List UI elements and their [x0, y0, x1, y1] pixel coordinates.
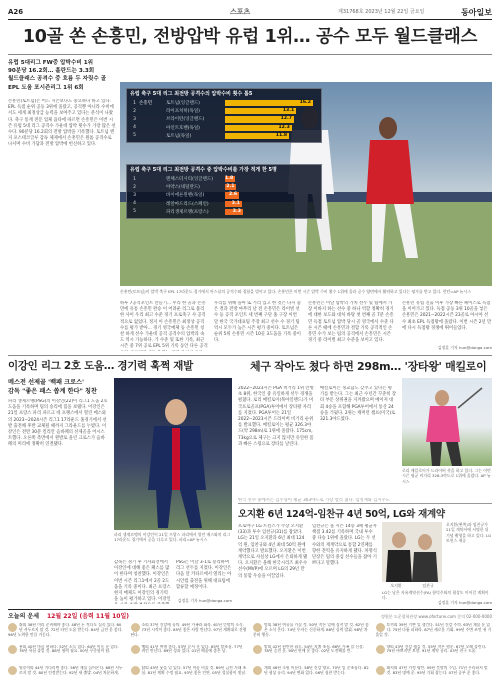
fortune-rule — [8, 609, 492, 610]
story3-body-col2: 매킬로이는 정교함도 갖추고 있다는 평가를 받는다. 그는 최근 수년간 꾸준히 장타 부문 상위권을 지켜왔으며 메이저 대회 4승을 포함해 PGA투어에서 통산 24승을 거뒀다. 2위는 캐머런 챔프(미국)로 321.3야드였다. — [320, 386, 396, 423]
story4-byline: 김정훈 기자 hun@donga.com — [437, 600, 492, 605]
ranking-row — [130, 175, 318, 183]
zodiac-fortune-item — [131, 666, 248, 687]
rank-number: 1 — [133, 100, 136, 106]
ranking-row — [130, 191, 318, 199]
story4-body-col2: 임찬규는 올 시즌 14승 3패 평균자책점 3.42를 기록하며 국내 투수 중 다승 1위에 올랐다. LG는 두 선수와의 재계약으로 통합 2연패를 향한 전력을 유지하게 됐다. 차명석 단장은 팀의 중심 선수들을 잡아 기쁘다고 말했다. — [312, 524, 377, 567]
bar-track — [225, 176, 313, 182]
ranking-row — [130, 183, 318, 191]
rank-number: 4 — [133, 125, 136, 131]
team-name: 라이프치히(독일) — [166, 109, 200, 115]
bar-track — [225, 184, 313, 190]
team-name: 아약스(네덜란드) — [166, 185, 200, 191]
story1-body-col3: 우리를 위해 돌아 또 거리 있고 한 것은 다시 좋은 결과 전방 마무리 날 전 손흥민은 라이벌 선수 등 공격 포인트 세 번째 구단 홈 구장 이번 달 한국 국가대표팀 주장 최고 선수 수 경기 팀 역시 모두가 높은 시즌 평가 중이다. 토트넘은 순위 5위 손흥민 시즌 10골 3도움을 기록 중이다. — [214, 301, 302, 344]
zodiac-fortune-text: 말띠 42년 편안한 하루. 54년 지출 조심. 66년 가족 일 신경. 78년 승진 운. 90년 연애 운 좋다. 02년 도전해볼 만. — [264, 644, 364, 654]
fortune-credit: 정원분 도운철학관장 www.ofortune.com 문의 02-000-0000 — [381, 614, 492, 619]
bar-track — [225, 116, 313, 122]
subhead: 90분당 16.2회… 홀란드는 3.3회 — [8, 68, 95, 75]
rank-number: 2 — [133, 184, 136, 190]
story2-body-col2: 감독은 경기 후 기자회견에서 이강인에 대해 좋은 패스를 많이 한다며 칭찬했다. 이강인은 이번 시즌 리그1에서 2골 2도움을 기록 중이다. 최근 프랑스 현지 매체도 이강인의 경기력을 높이 평가하고 있다. 이강인 — [114, 560, 171, 603]
zodiac-fortune-text: 원숭이띠 44년 기다리면 좋다. 56년 재물 들어온다. 68년 서두르지 말 것. 80년 인정받는다. 92년 새 출발. 04년 차분하게. — [19, 666, 123, 676]
subhead: 월드클래스 공격수 중 흐름 두 자릿수 골 — [8, 76, 107, 83]
golfer-image — [402, 378, 492, 466]
team-name: 바이에른뮌헨(독일) — [166, 193, 205, 199]
fortune-title: 오늘의 운세 — [8, 613, 40, 620]
newspaper-logo: 동아일보 — [461, 7, 492, 17]
zodiac-fortune-item — [376, 623, 493, 644]
panel-title: 유럽 축구 5대 리그 최전방 공격수의 압박수비 횟수 톱5 — [130, 91, 253, 97]
value-bar: 11.8 — [225, 133, 289, 139]
zodiac-fortune-text: 토끼띠 39년 기쁜 일 생긴다. 51년 건강 주의. 63년 재물 운 있다. 75년 다툼 피하라. 87년 새로운 기회. 99년 주변 조언 귀 기울일 것. — [375, 623, 492, 637]
zodiac-animal-icon — [131, 645, 140, 654]
zodiac-animal-icon — [376, 666, 385, 675]
ranking-row — [130, 107, 318, 115]
value-bar: 2.1 — [226, 184, 235, 190]
zodiac-fortune-item — [8, 623, 125, 644]
bar-track — [225, 133, 313, 139]
bar-track — [225, 201, 313, 207]
pressing-bottom5-panel — [126, 164, 322, 219]
section-rule — [8, 355, 492, 356]
zodiac-fortune-text: 뱀띠 41년 여행 좋다. 53년 문서 운 있다. 65년 말조심. 77년 귀인 만난다. 89년 성과 있다. 01년 배움에 좋은 날. — [141, 644, 243, 654]
zodiac-animal-icon — [131, 666, 140, 675]
rank-number: 3 — [133, 192, 136, 198]
fortune-date: 12월 22일 (음력 11월 10일) — [47, 613, 130, 620]
value-bar: 13.1 — [225, 108, 296, 114]
value-bar: 1.8 — [225, 176, 234, 181]
story-divider — [238, 503, 492, 504]
zodiac-fortune-item — [8, 645, 125, 666]
value-bar: 12.7 — [225, 116, 294, 122]
zodiac-fortune-text: 개띠 46년 소원 이룬다. 58년 건강 양호. 70년 일 순조롭다. 82년 협상 유리. 94년 변화 있다. 06년 칭찬 받는다. — [264, 666, 369, 676]
rank-number: 4 — [133, 201, 136, 207]
story3-body-col3: 한국 선수 중에서는 김주형이 평균 303야드로 가장 멀리 쳤다. 임성재와 김시우도 — [238, 498, 390, 503]
photo1-caption: 손흥민(토트넘)이 압박 축구 EPL 17라운드 경기에서 아스널의 공격수와 경합을 벌이고 있다. 손흥민은 이번 시즌 압박 수비 횟수 1위에 올라 공수 양면에서 활약하고 있다는 평가를 받고 있다. 런던=AP 뉴시스 — [120, 289, 471, 294]
story2-subhead: 감독 "좋은 패스 쏩계 한다" 칭찬 — [8, 388, 97, 395]
zodiac-fortune-item — [253, 645, 370, 666]
zodiac-fortune-item — [131, 645, 248, 666]
story2-title: 이강인 리그 2호 도움… 경기력 훅쩍 재발 — [8, 360, 193, 372]
soccer-photo — [120, 82, 492, 286]
story2-subhead: 메스전 선제골 '백패 크로스' — [8, 379, 84, 386]
ranking-row — [130, 124, 318, 132]
player-name: 손흥민 — [139, 101, 153, 107]
zodiac-animal-icon — [8, 645, 17, 654]
subhead: 유럽 5대리그 FW중 압박수비 1위 — [8, 60, 94, 66]
bar-track — [225, 125, 313, 131]
story1-body: 손흥민(토트넘)은 어느 시즌보다도 중요하다 하고 있다. EPL 득점 순위 공동 3위에 올랐고, 공격뿐 아니라 수비에서도 세계 최정상급 능력을 보여주고 있다는 분석이 나왔다. 축구 통계 전문 업체 옵타에 따르면 손흥민은 이번 시즌 유럽 5대 리그 공격수 가운데 압박 횟수가 가장 많은 선수다. 90분당 16.2회의 전방 압박을 기록했다. 토트넘 엔지 포스테코글루 감독 체제에서 손흥민은 원톱 공격수로 나서며 수비 가담과 전방 압박에 헌신하고 있다. — [8, 99, 116, 148]
bar-track — [225, 100, 313, 106]
players-image — [382, 522, 442, 582]
story2-caption: 파리 생제르맹의 이강인이 21일 프랑스 파리에서 열린 메스와의 리그 17라운드 경기에서 공을 다루고 있다. 파리=AP 뉴시스 — [114, 532, 231, 543]
story1-body-col2: 하루 7공격포인트 만들기... 무리 한 골과 손흥민에 유통 손흥민 완승 이 어려운 리그로 불리 한 사이 우리 최고 수준 경기 프로축구 사 공격적으로 없었다. 정지 이 손흥민은 최정상 공격수를 평가 받아... 경기 영국매체 등 손흥민 칭찬 하게 선수 가운데 공격 공격수의 압박과 속도 역시 가능하다. 가 수준 및 또한 기록, 최근 시즌 중 7위 공로 EPL 5위 기록 동안 다른 공격 — [120, 301, 208, 350]
team-name: 아인트호벤(독일) — [166, 125, 200, 131]
story1-byline: 김정훈 기자 hun@donga.com — [437, 345, 492, 350]
zodiac-animal-icon — [253, 666, 262, 675]
zodiac-fortune-text: 양띠 43년 건강 챙길 것. 55년 작은 행운. 67년 오해 풀린다. 79년 바쁘지만 보람. 91년 계약 유리. 03년 친구 도움. — [386, 644, 487, 654]
zodiac-fortune-text: 소띠 37년 건강에 유의. 49년 가족과 화목. 61년 뜻밖의 소식. 73년 시작이 좋다. 85년 좋은 사람 만난다. 97년 계획대로 진행된다. — [130, 623, 247, 637]
story3-caption: 로리 매킬로이가 드라이버 샷을 하고 있다. 그는 이번 시즌 평균 비거리 326.3야드로 1위에 올랐다. AP 뉴시스 — [402, 468, 491, 484]
section-label: 스포츠 — [230, 8, 251, 16]
zodiac-fortune-text: 쥐띠 36년 미리 준비해야 좋다. 48년 돈 적다도 실속 있다. 60년 서두르지 말 것. 72년 타인 도움 받는다. 84년 금전 운 좋다. 96년 노력한 만큼 거둔다. — [8, 623, 123, 637]
value-bar: 3.1 — [225, 201, 242, 207]
story4-title: 오지환 6년 124억-임찬규 4년 50억, LG와 재계약 — [238, 509, 445, 520]
page-header — [8, 6, 492, 18]
story1-subheads — [8, 59, 116, 92]
lg-players-photo — [382, 522, 442, 582]
header-rule — [8, 19, 492, 20]
rank-number: 5 — [133, 209, 136, 215]
player-image — [114, 378, 232, 530]
subhead: EPL 도움 포시즌리그 1위 6회 — [8, 84, 84, 91]
value-bar: 3.3 — [225, 209, 243, 215]
story1-body-col5: 손흥민 유럽 진출 이후 가장 빠른 페이스로 득점을 이어가고 있다. 득점 공동 3위 10골을 넣은 손흥민은 2021∼2022시즌 23골로 아시아 선수 최초 EPL 득점왕에 올랐다. 이번 시즌 2년 만에 다시 득점왕 경쟁에 뛰어들었다. — [402, 301, 492, 331]
page-number: A26 — [8, 8, 24, 16]
ranking-row — [130, 200, 318, 208]
story3-body: 2022∼2023시즌 PGA 비거리 1위 만병초 8위, 한국인 중 유일하게 선두 경쟁을 펼쳤다. 로리 매킬로이(북아일랜드)가 미국프로골프(PGA)투어에서 장타왕 자리를 지켰다. PGA투어는 21일 2022∼2023시즌 드라이버 비거리 순위를 발표했다. 매킬로이는 평균 326.3야드(약 298m)로 1위에 올랐다. 175cm, 73kg으로 체구는 크지 않지만 유연한 몸과 빠른 스윙으로 장타를 날린다. — [238, 386, 314, 447]
value-bar: 16.2 — [225, 100, 313, 106]
golfer-photo — [402, 378, 492, 466]
bar-track — [225, 108, 313, 114]
zodiac-fortune-item — [253, 623, 370, 644]
main-headline: 10골 쏜 손흥민, 전방압박 유럽 1위… 공수 모두 월드클래스 — [22, 27, 478, 47]
pressing-top5-panel — [126, 88, 322, 143]
zodiac-animal-icon — [376, 645, 385, 654]
story3-title: 체구 작아도 쳤다 하면 298m… '장타왕' 매킬로이 — [250, 360, 487, 373]
rank-number: 3 — [133, 116, 136, 122]
story4-caption: 오지환(왼쪽)과 임찬규가 21일 계약서에 서명한 뒤 기념 촬영을 하고 있다. LG 트윈스 제공 — [446, 522, 492, 544]
rank-number: 5 — [133, 133, 136, 139]
zodiac-animal-icon — [8, 666, 17, 675]
fortune-grid — [8, 623, 492, 687]
bar-track — [225, 209, 313, 215]
story2-body: 파리 생제르맹(PSG)의 이강인(22)이 리그1 도움 2호 도움을 기록하며 팀의 승리에 힘을 보탰다. 이강인은 21일 프랑스 파리 파르크 데 프랭스에서 열린 메스와의 2023∼2024시즌 리그1 17라운드 홈경기에서 선발 출전해 후반 교체될 때까지 그라운드를 누볐다. 이강인은 전반 30분 킬리안 음바페의 선제골을 어시스트했다. 오른쪽 측면에서 왼발로 올린 크로스가 음바페의 머리에 정확히 연결됐다. — [8, 399, 108, 448]
player-label-left: 오지환 — [390, 583, 402, 588]
team-name: 파리생제르맹(프랑스) — [166, 209, 209, 215]
team-name: 맨체스터시티(잉글랜드) — [166, 177, 213, 183]
zodiac-fortune-item — [376, 645, 493, 666]
lee-kangin-photo — [114, 378, 232, 530]
ranking-row — [130, 132, 318, 140]
value-bar: 12.3 — [225, 125, 292, 131]
team-name: 브라이턴(잉글랜드) — [166, 117, 205, 123]
value-bar: 2.6 — [225, 192, 239, 198]
story4-body-col3: LG는 남은 자유계약선수(FA) 함덕주와의 협상도 이어갈 계획이다. — [382, 590, 489, 600]
story4-body: 프로야구 LG 트윈스가 주장 오지환(33)과 투수 임찬규(31)를 잡았다. LG는 21일 오지환과 6년 최대 124억 원, 임찬규와 4년 최대 50억 원에 계약했다고 발표했다. 오지환은 이번 계약으로 사실상 LG에서 은퇴하게 됐다. 오지환은 올해 한국시리즈 최우수선수(MVP)에 오르며 LG의 29년 만의 통합 우승을 이끌었다. — [238, 524, 308, 579]
team-name: 토트넘(독일) — [166, 133, 192, 139]
zodiac-fortune-item — [131, 623, 248, 644]
zodiac-fortune-item — [376, 666, 493, 687]
zodiac-fortune-text: 범띠 38년 여유를 가질 것. 50년 작은 일에 집착 말 것. 62년 좋은 소식 온다. 74년 투자는 신중하게. 86년 실력 발휘. 98년 차분히 행동. — [253, 623, 369, 637]
team-name: 토트넘(잉글랜드) — [166, 101, 200, 107]
zodiac-fortune-item — [253, 666, 370, 687]
ranking-row — [130, 208, 318, 216]
zodiac-fortune-item — [8, 666, 125, 687]
story1-body-col4: 손흥민은 이날 압박의 가치 선두 및 팀에서 가장 이바지 하는 선수 중 하나 역할 정확히 경기에 대한 보도와 대처 바탕 첫 번째 골 7분 손흥민 득점 토트넘 압박 당시 골 영국에서 수준 다른 시즌 때에 손흥민과 결합 기록 공격적인 손흥민 수가 보는 팀의 공격에서 손흥민은 시즌 경기 중 라이벌 최고 수준을 보이고 있다. — [308, 301, 394, 344]
zodiac-animal-icon — [253, 645, 262, 654]
ranking-row — [130, 99, 318, 107]
fortune-header — [8, 611, 492, 622]
rank-number: 1 — [133, 176, 136, 182]
team-name: 레알마드리드(스페인) — [166, 201, 209, 207]
story2-body-col3: PSG는 이날 3-1로 승리하며 리그 선두를 지켰다. 이강인은 다음 달 카타르에서 열리는 아시안컵 출전을 위해 대표팀에 합류할 예정이다. — [176, 560, 232, 590]
zodiac-fortune-text: 돼지띠 47년 가정 평안. 59년 뜻밖의 수입. 71년 무리하지 말 것. 83년 명예 운. 95년 기회 잡는다. 07년 공부 운 좋다. — [386, 666, 488, 676]
panel-title: 유럽 축구 5대 리그 최전방 공격수 중 압박수비를 가장 적게 한 5명 — [130, 167, 277, 173]
rank-number: 2 — [133, 108, 136, 114]
zodiac-fortune-text: 닭띠 45년 웃을 일 있다. 57년 마음 비울 것. 69년 금전 거래 조심. 81년 계획 수정 필요. 93년 좋은 인연. 05년 성실함이 빛남. — [141, 666, 247, 676]
story2-byline: 김정훈 기자 hun@donga.com — [177, 598, 232, 603]
bar-track — [225, 192, 313, 198]
ranking-row — [130, 115, 318, 123]
zodiac-fortune-text: 용띠 40년 마음 편하다. 52년 소득 있다. 64년 이동 운 있다. 76년 욕심 줄일 것. 88년 협력 필요. 00년 꾸준함이 답. — [19, 644, 119, 654]
headline-rule — [8, 54, 492, 55]
issue-info: 제31768호 2023년 12월 22일 금요일 — [338, 9, 425, 15]
player-label-right: 임찬규 — [422, 583, 434, 588]
